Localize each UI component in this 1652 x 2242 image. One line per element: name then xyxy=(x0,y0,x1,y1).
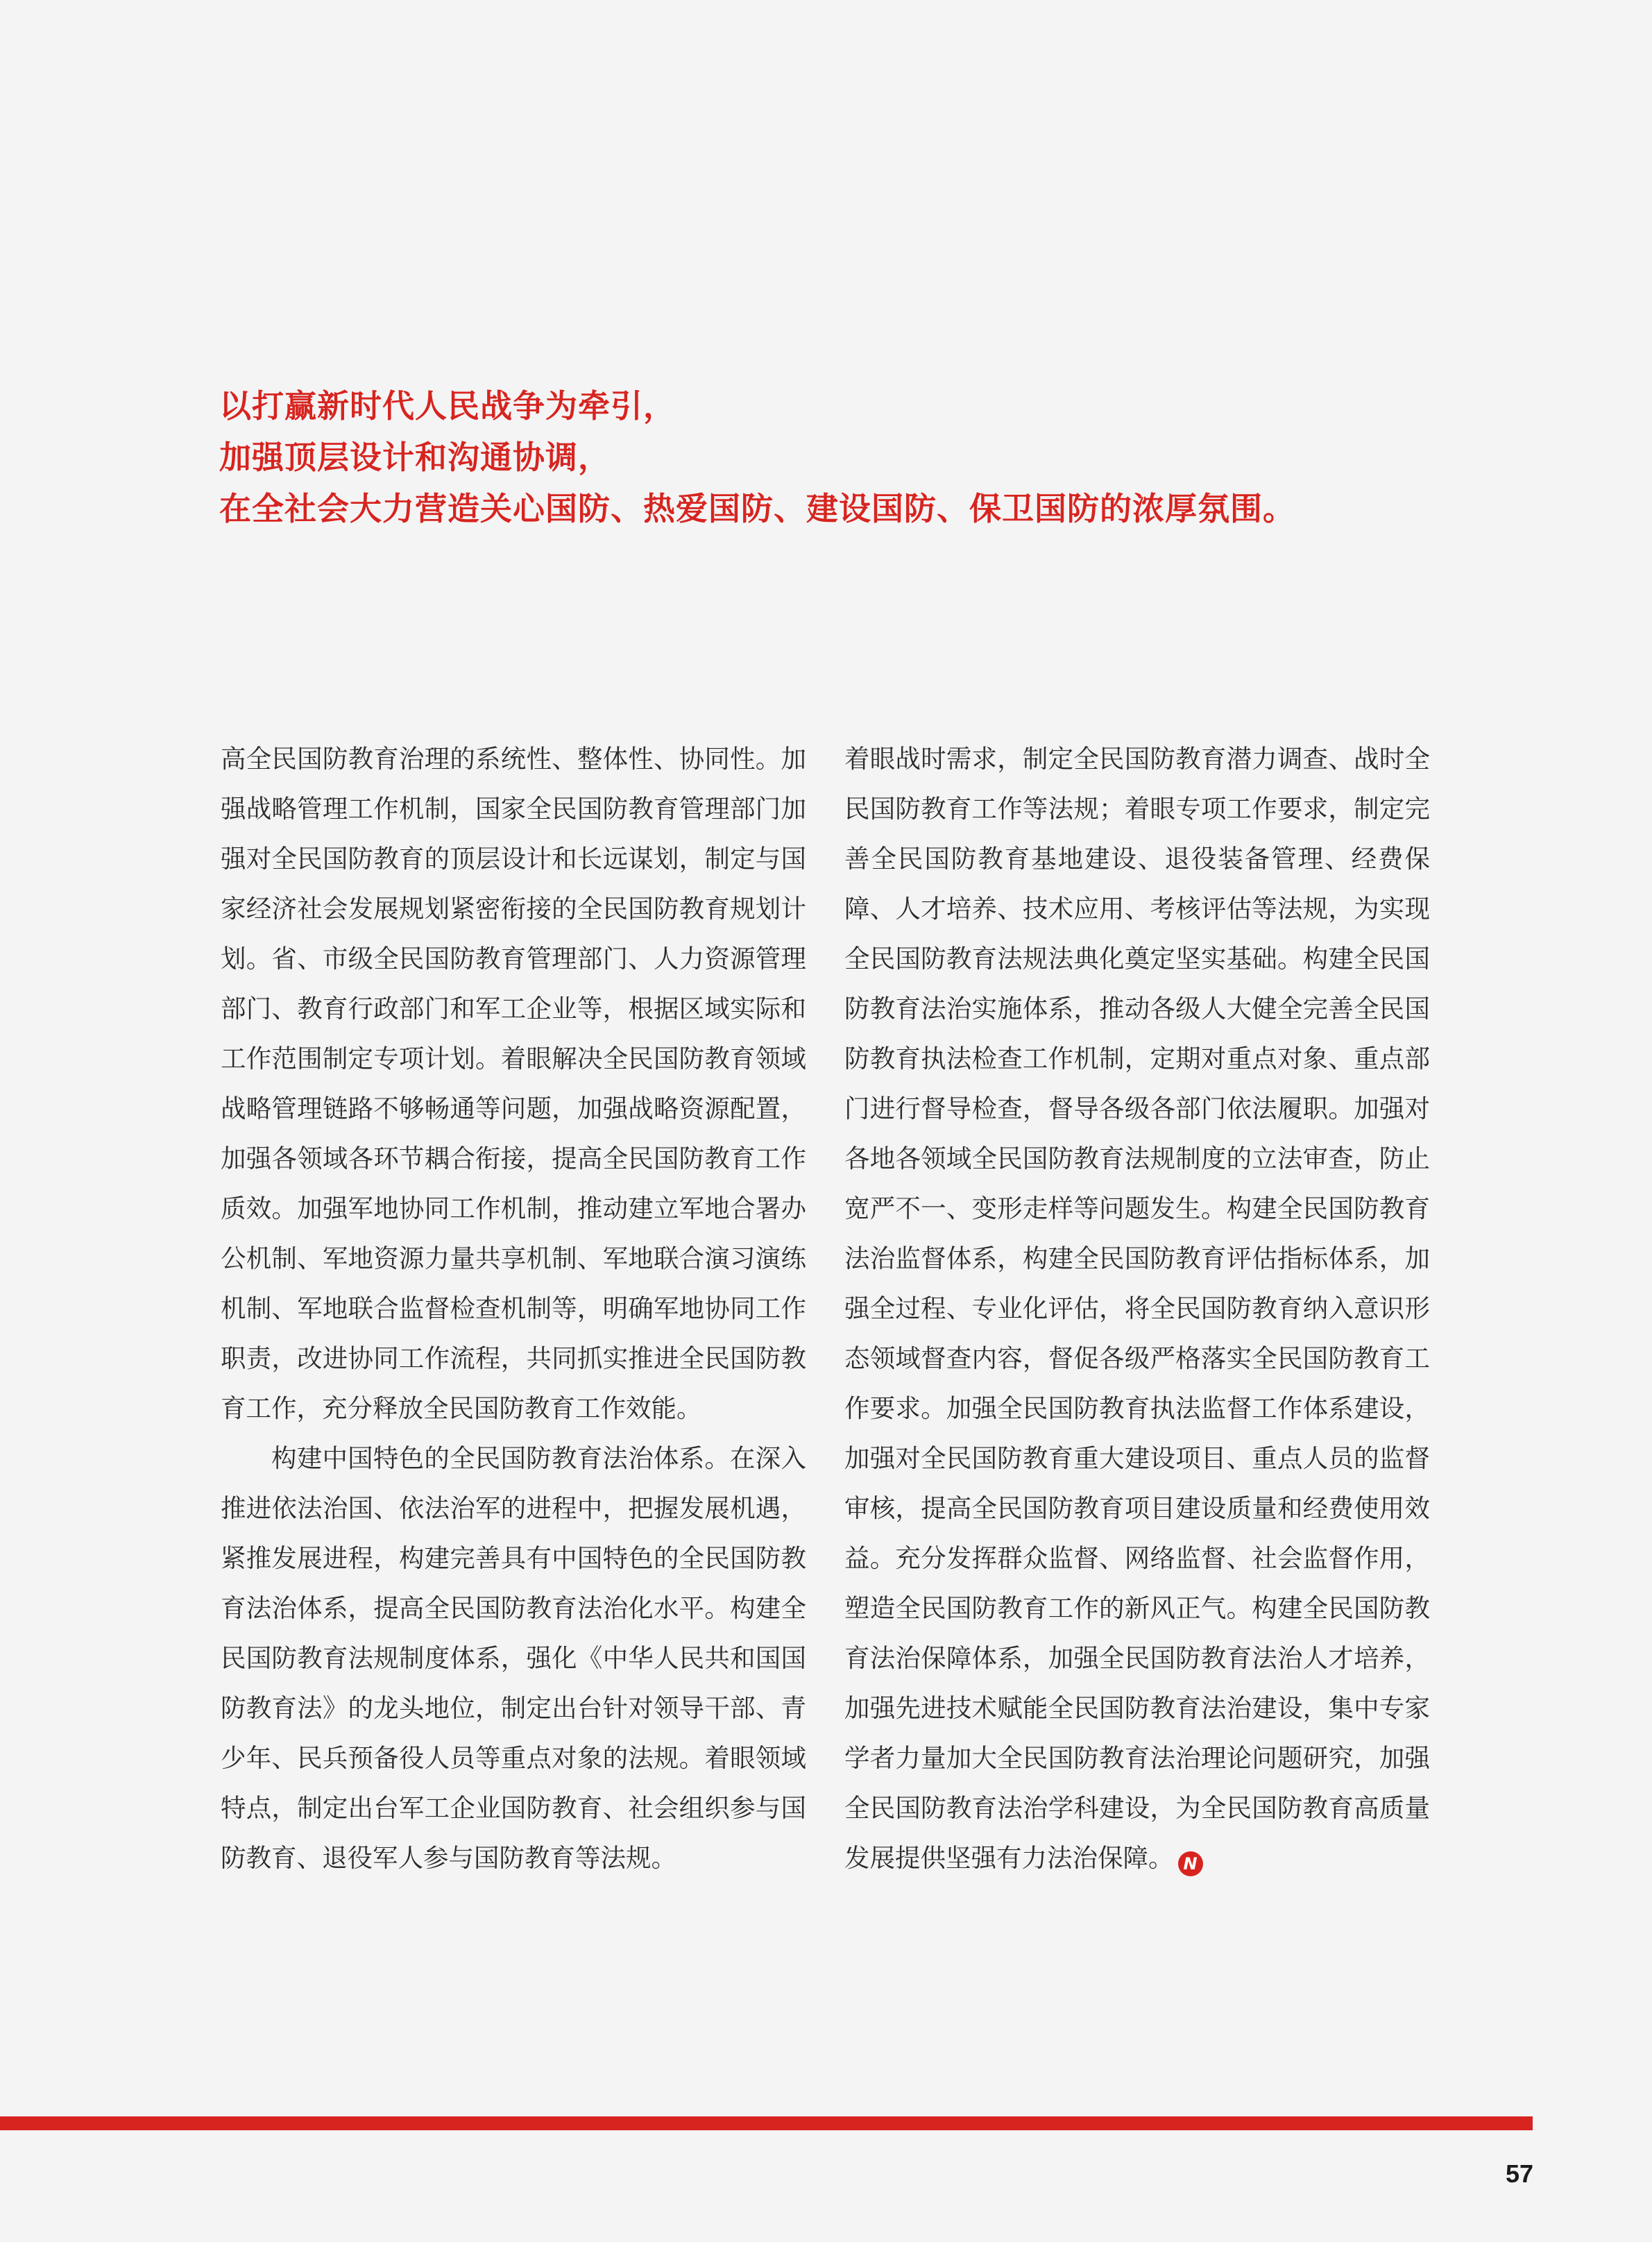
body-paragraph-text: 着眼战时需求，制定全民国防教育潜力调查、战时全民国防教育工作等法规；着眼专项工作要求，制定完善全民国防教育基地建设、退役装备管理、经费保障、人才培养、技术应用、考核评估等法规，为实现全民国防教育法规法典化奠定坚实基础。构建全民国防教育法治实施体系，推动各级人大健全完善全民国防教育执法检查工作机制，定期对重点对象、重点部门进行督导检查，督导各级各部门依法履职。加强对各地各领域全民国防教育法规制度的立法审查，防止宽严不一、变形走样等问题发生。构建全民国防教育法治监督体系，构建全民国防教育评估指标体系，加强全过程、专业化评估，将全民国防教育纳入意识形态领域督查内容，督促各级严格落实全民国防教育工作要求。加强全民国防教育执法监督工作体系建设，加强对全民国防教育重大建设项目、重点人员的监督审核，提高全民国防教育项目建设质量和经费使用效益。充分发挥群众监督、网络监督、社会监督作用，塑造全民国防教育工作的新风正气。构建全民国防教育法治保障体系，加强全民国防教育法治人才培养，加强先进技术赋能全民国防教育法治建设，集中专家学者力量加大全民国防教育法治理论问题研究，加强全民国防教育法治学科建设，为全民国防教育高质量发展提供坚强有力法治保障。 xyxy=(844,744,1430,1873)
body-paragraph xyxy=(844,734,1430,1883)
right-column xyxy=(844,734,1430,1883)
body-paragraph: 高全民国防教育治理的系统性、整体性、协同性。加强战略管理工作机制，国家全民国防教育管理部门加强对全民国防教育的顶层设计和长远谋划，制定与国家经济社会发展规划紧密衔接的全民国防教育规划计划。省、市级全民国防教育管理部门、人力资源管理部门、教育行政部门和军工企业等，根据区域实际和工作范围制定专项计划。着眼解决全民国防教育领域战略管理链路不够畅通等问题，加强战略资源配置，加强各领域各环节耦合衔接，提高全民国防教育工作质效。加强军地协同工作机制，推动建立军地合署办公机制、军地资源力量共享机制、军地联合演习演练机制、军地联合监督检查机制等，明确军地协同工作职责，改进协同工作流程，共同抓实推进全民国防教育工作，充分释放全民国防教育工作效能。 xyxy=(221,744,806,1423)
end-mark-icon: N xyxy=(1178,1851,1203,1876)
headline-line: 加强顶层设计和沟通协调， xyxy=(219,439,611,476)
left-column xyxy=(221,734,806,1883)
headline-line: 在全社会大力营造关心国防、热爱国防、建设国防、保卫国防的浓厚氛围。 xyxy=(219,490,1295,527)
headline xyxy=(219,380,1572,534)
headline-line: 以打赢新时代人民战争为牵引， xyxy=(219,387,676,425)
footer-rule xyxy=(0,2116,1533,2130)
page-number: 57 xyxy=(1505,2159,1533,2188)
body-paragraph: 构建中国特色的全民国防教育法治体系。在深入推进依法治国、依法治军的进程中，把握发展机遇，紧推发展进程，构建完善具有中国特色的全民国防教育法治体系，提高全民国防教育法治化水平。构建全民国防教育法规制度体系，强化《中华人民共和国国防教育法》的龙头地位，制定出台针对领导干部、青少年、民兵预备役人员等重点对象的法规。着眼领域特点，制定出台军工企业国防教育、社会组织参与国防教育、退役军人参与国防教育等法规。 xyxy=(221,1443,806,1873)
